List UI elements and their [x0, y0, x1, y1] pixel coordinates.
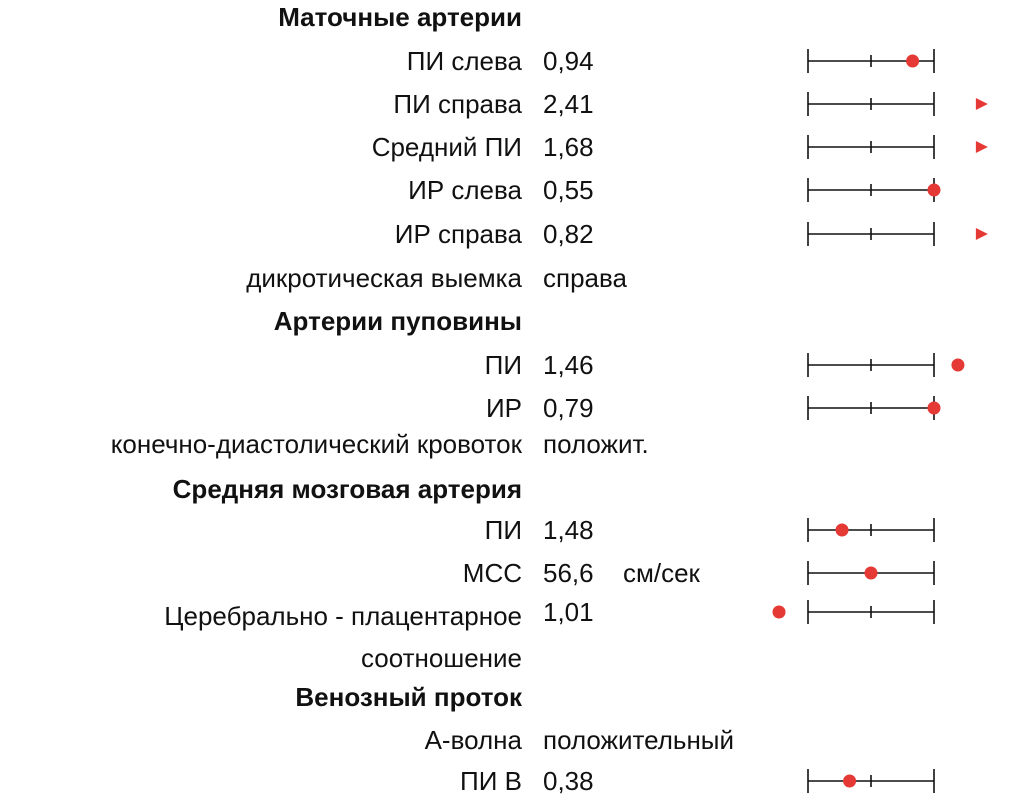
- measure-value: 1,68: [543, 132, 594, 162]
- gauge-value-marker: [773, 606, 786, 619]
- measure-row-a-wave: [0, 723, 1019, 757]
- measure-value: положительный: [543, 725, 735, 755]
- measure-label: ПИ: [484, 350, 522, 380]
- measure-row-left-pi: [0, 44, 1019, 78]
- section-heading-middle-cerebral-artery: [0, 472, 1019, 506]
- measure-label: дикротическая выемка: [246, 263, 522, 293]
- reference-gauge: [770, 87, 1010, 121]
- section-heading-text: Средняя мозговая артерия: [172, 474, 522, 504]
- section-heading-uterine-arteries: [0, 0, 1019, 34]
- measure-row-right-ri: [0, 217, 1019, 251]
- measure-label: ИР: [485, 393, 522, 423]
- measure-value: положит.: [543, 429, 649, 459]
- gauge-value-marker: [928, 402, 941, 415]
- measure-label: Средний ПИ: [371, 132, 522, 162]
- measure-label: ИР слева: [408, 175, 522, 205]
- measure-row-umbilical-pi: [0, 348, 1019, 382]
- measure-value: 56,6: [543, 558, 594, 588]
- measure-value: 1,46: [543, 350, 594, 380]
- reference-gauge: [770, 391, 1010, 425]
- measure-unit: см/сек: [623, 558, 700, 588]
- measure-row-mca-psv: [0, 556, 1019, 590]
- section-heading-text: Артерии пуповины: [273, 306, 522, 336]
- measure-row-dicrotic-notch: [0, 261, 1019, 295]
- measure-label: Церебрально - плацентарное соотношение: [164, 601, 522, 673]
- measure-value: 0,55: [543, 175, 594, 205]
- gauge-out-of-range-arrow: [976, 141, 988, 153]
- gauge-value-marker: [865, 567, 878, 580]
- gauge-value-marker: [906, 55, 919, 68]
- reference-gauge: [770, 513, 1010, 547]
- reference-gauge: [770, 595, 1010, 629]
- measure-label: ИР справа: [394, 219, 522, 249]
- section-heading-umbilical-arteries: [0, 304, 1019, 338]
- measure-value: 1,01: [543, 597, 594, 627]
- gauge-value-marker: [836, 524, 849, 537]
- measure-row-right-pi: [0, 87, 1019, 121]
- reference-gauge: [770, 217, 1010, 251]
- section-heading-text: Венозный проток: [295, 682, 522, 712]
- reference-gauge: [770, 348, 1010, 382]
- section-heading-text: Маточные артерии: [278, 2, 522, 32]
- gauge-out-of-range-arrow: [976, 228, 988, 240]
- measure-value: 1,48: [543, 515, 594, 545]
- measure-row-cerebroplacental-ratio: [0, 595, 1019, 675]
- measure-row-umbilical-ri: [0, 391, 1019, 425]
- measure-value: 0,82: [543, 219, 594, 249]
- measure-row-dv-pi: [0, 764, 1019, 798]
- measure-row-end-diastolic-flow: [0, 427, 1019, 461]
- gauge-value-marker: [843, 775, 856, 788]
- measure-label: ПИ справа: [393, 89, 522, 119]
- section-heading-ductus-venosus: [0, 680, 1019, 714]
- measure-label: МСС: [462, 558, 522, 588]
- measure-value: 2,41: [543, 89, 594, 119]
- reference-gauge: [770, 130, 1010, 164]
- reference-gauge: [770, 44, 1010, 78]
- gauge-out-of-range-arrow: [976, 98, 988, 110]
- measure-row-mean-pi: [0, 130, 1019, 164]
- measure-value: справа: [543, 263, 627, 293]
- gauge-value-marker: [951, 359, 964, 372]
- reference-gauge: [770, 173, 1010, 207]
- measure-value: 0,94: [543, 46, 594, 76]
- measure-label: конечно-диастолический кровоток: [110, 429, 522, 459]
- measure-row-mca-pi: [0, 513, 1019, 547]
- measure-label: ПИ: [484, 515, 522, 545]
- gauge-value-marker: [928, 184, 941, 197]
- measure-value: 0,79: [543, 393, 594, 423]
- measure-row-left-ri: [0, 173, 1019, 207]
- reference-gauge: [770, 556, 1010, 590]
- measure-label: ПИ слева: [406, 46, 522, 76]
- measure-label: ПИ В: [460, 766, 522, 796]
- measure-label: А-волна: [424, 725, 522, 755]
- measure-value: 0,38: [543, 766, 594, 796]
- reference-gauge: [770, 764, 1010, 798]
